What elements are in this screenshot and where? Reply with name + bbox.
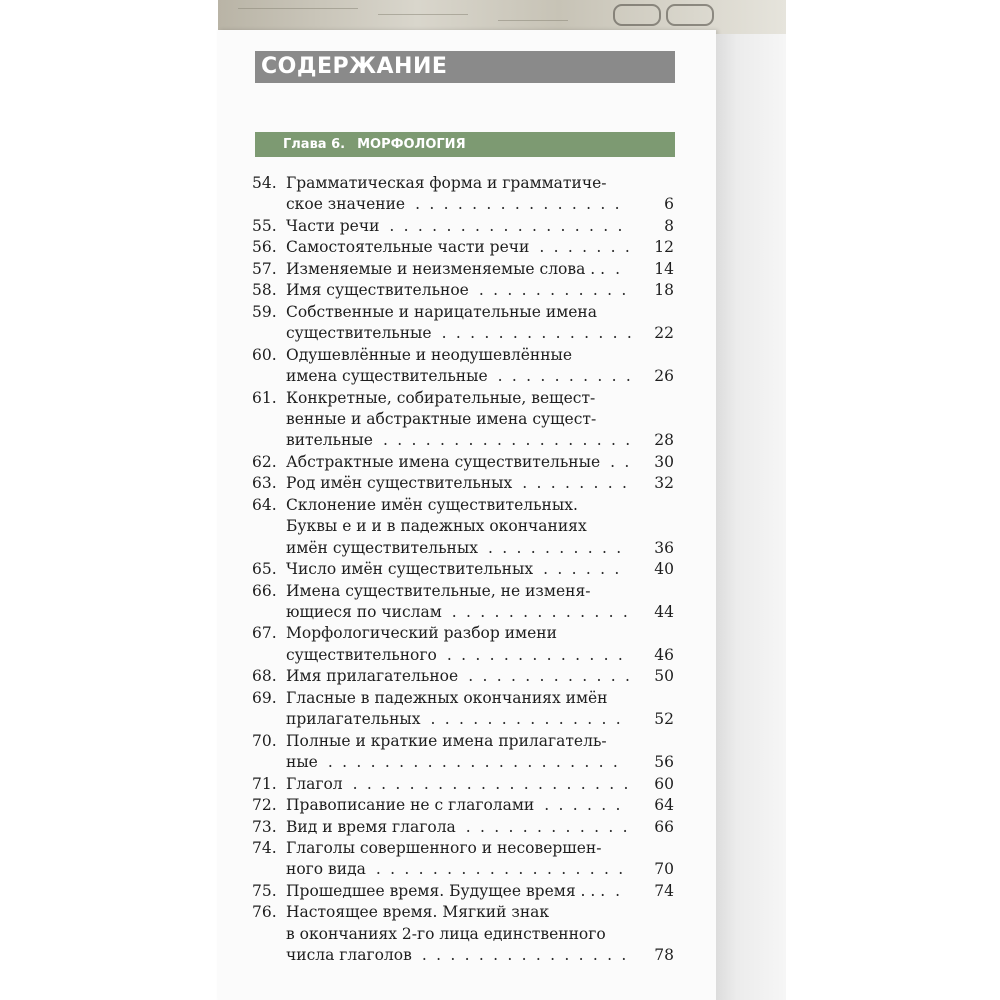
toc-entry-text: Самостоятельные части речи (286, 238, 530, 257)
toc-entry-text: Абстрактные имена существительные (286, 452, 601, 471)
toc-entry-text: Имя существительное (286, 281, 469, 300)
toc-page-number: 18 (654, 281, 674, 300)
toc-entry-text: имена существительные (286, 367, 488, 386)
toc-entry-text: Число имён существительных (286, 560, 534, 579)
toc-entry-text: ющиеся по числам (286, 603, 442, 621)
dot-leader: . . . . . . . . . . (497, 367, 634, 386)
dot-leader: . . . . . . . . (522, 474, 630, 493)
toc-page-number: 28 (654, 431, 674, 450)
dot-leader: . . . . . . . . . . . . . . . . . . . . (352, 774, 631, 793)
toc-page-number: 46 (654, 645, 674, 664)
toc-page-number: 60 (654, 774, 674, 793)
toc-page-number: 6 (664, 195, 674, 214)
dot-leader: . . . . . . . . . . . . . . . (421, 946, 629, 965)
toc-entry-text: существительного (286, 645, 437, 664)
toc-entry-text: Имена существительные, не изменя- (286, 581, 591, 600)
toc-entry-number: 73. (252, 817, 277, 836)
dot-leader: . (615, 259, 623, 278)
toc-entry-number: 71. (252, 774, 277, 793)
toc-entry-number: 65. (252, 560, 277, 579)
toc-page-number: 36 (654, 538, 674, 557)
toc-entry-text: Собственные и нарицательные имена (286, 302, 597, 321)
toc-entry-text: имён существительных (286, 538, 478, 557)
toc-entry-number: 64. (252, 495, 277, 514)
toc-entry-number: 69. (252, 688, 277, 707)
toc-page-number: 22 (654, 324, 674, 343)
dot-leader: . . . . . . . . . . . . . (446, 645, 626, 664)
toc-entry-number: 76. (252, 903, 277, 922)
toc-page-number: 32 (654, 474, 674, 493)
toc-entry-number: 70. (252, 731, 277, 750)
contents-title: СОДЕРЖАНИЕ (255, 51, 675, 83)
toc-page-number: 64 (654, 796, 674, 815)
toc-entry-text: прилагательных (286, 710, 421, 729)
toc-entry-text: Род имён существительных (286, 474, 513, 493)
toc-entry-number: 54. (252, 174, 277, 192)
toc-page-number: 30 (654, 452, 674, 471)
dot-leader: . . . . . . . . . . . . . . . . . . (375, 860, 626, 879)
toc-entry-number: 62. (252, 452, 277, 471)
dot-leader: . . . . . . . . . . . . . . . . . . . . . (327, 753, 621, 772)
toc-entry-number: 74. (252, 838, 277, 857)
toc-page-number: 44 (654, 603, 674, 621)
toc-entry-number: 56. (252, 238, 277, 257)
dot-leader: . . . . . . (543, 560, 622, 579)
toc-page-number: 26 (654, 367, 674, 386)
toc-page-number: 12 (654, 238, 674, 257)
toc-entry-text: Конкретные, собирательные, вещест- (286, 388, 596, 407)
toc-entry-number: 55. (252, 216, 277, 235)
toc-entry-number: 60. (252, 345, 277, 364)
toc-entry-text: Грамматическая форма и грамматиче- (286, 174, 607, 192)
toc-page-number: 70 (654, 860, 674, 879)
dot-leader: . (615, 881, 623, 900)
toc-page-number: 50 (654, 667, 674, 686)
dot-leader: . . . . . . . . . . . . . . . . . (389, 216, 625, 235)
toc-entry-text: Полные и краткие имена прилагатель- (286, 731, 607, 750)
toc-page-number: 78 (654, 946, 674, 965)
toc-entry-number: 67. (252, 624, 277, 643)
dot-leader: . . (610, 452, 632, 471)
toc-entry-text: Морфологический разбор имени (286, 624, 557, 643)
chapter-name: МОРФОЛОГИЯ (357, 137, 466, 152)
toc-entry-text: Изменяемые и неизменяемые слова . . (286, 259, 606, 278)
toc-entry-number: 66. (252, 581, 277, 600)
toc-entry-text: Правописание не с глаголами (286, 796, 535, 815)
toc-entry-text: венные и абстрактные имена сущест- (286, 409, 597, 428)
toc-page-number: 56 (654, 753, 674, 772)
dot-leader: . . . . . . . . . . . . . (451, 603, 630, 621)
toc-entry-text: в окончаниях 2-го лица единственного (286, 924, 606, 943)
toc-entry-number: 58. (252, 281, 277, 300)
toc-entry-text: Гласные в падежных окончаниях имён (286, 688, 608, 707)
toc-entry-text: Одушевлённые и неодушевлённые (286, 345, 573, 364)
toc-entry-number: 72. (252, 796, 277, 815)
dot-leader: . . . . . . . . . . . . (465, 817, 630, 836)
toc-entry-number: 61. (252, 388, 277, 407)
chapter-label: Глава 6. (283, 137, 346, 152)
toc-entry-text: существительные (286, 324, 432, 343)
toc-entry-text: Буквы е и и в падежных окончаниях (286, 517, 587, 536)
toc-entry-number: 75. (252, 881, 277, 900)
toc-entry-text: Настоящее время. Мягкий знак (286, 903, 550, 922)
toc-entry-text: ные (286, 753, 318, 772)
toc-entry-text: Склонение имён существительных. (286, 495, 578, 514)
toc-entry-text: ного вида (286, 860, 366, 879)
toc-entry-text: ское значение (286, 195, 406, 214)
toc-entry-number: 63. (252, 474, 277, 493)
toc-page-number: 8 (664, 216, 674, 235)
dot-leader: . . . . . . . . . . . . (468, 667, 633, 686)
toc-page-number: 74 (654, 881, 674, 900)
dot-leader: . . . . . . . . . . . . . . . . . . (382, 431, 633, 450)
toc-page-number: 40 (654, 560, 674, 579)
dot-leader: . . . . . . . (539, 238, 632, 257)
toc-entry-text: Части речи (286, 216, 380, 235)
toc-entry-text: числа глаголов (286, 946, 412, 965)
dot-leader: . . . . . . . . . . . . . . . (415, 195, 622, 214)
toc-entry-text: Прошедшее время. Будущее время . . . (286, 881, 606, 900)
toc-entry-text: вительные (286, 431, 373, 450)
toc-entry-number: 59. (252, 302, 277, 321)
dot-leader: . . . . . . (544, 796, 623, 815)
dot-leader: . . . . . . . . . . . . . . (430, 710, 623, 729)
toc-entry-text: Глагол (286, 774, 343, 793)
toc-page-number: 66 (654, 817, 674, 836)
toc-entry-text: Имя прилагательное (286, 667, 459, 686)
toc-entry-text: Вид и время глагола (286, 817, 456, 836)
dot-leader: . . . . . . . . . . . . . . (441, 324, 634, 343)
toc-entry-number: 68. (252, 667, 277, 686)
dot-leader: . . . . . . . . . . . (478, 281, 629, 300)
toc-entry-number: 57. (252, 259, 277, 278)
dot-leader: . . . . . . . . . . (487, 538, 624, 557)
toc-page-number: 14 (654, 259, 674, 278)
toc-entry-text: Глаголы совершенного и несовершен- (286, 838, 602, 857)
toc-page-number: 52 (654, 710, 674, 729)
